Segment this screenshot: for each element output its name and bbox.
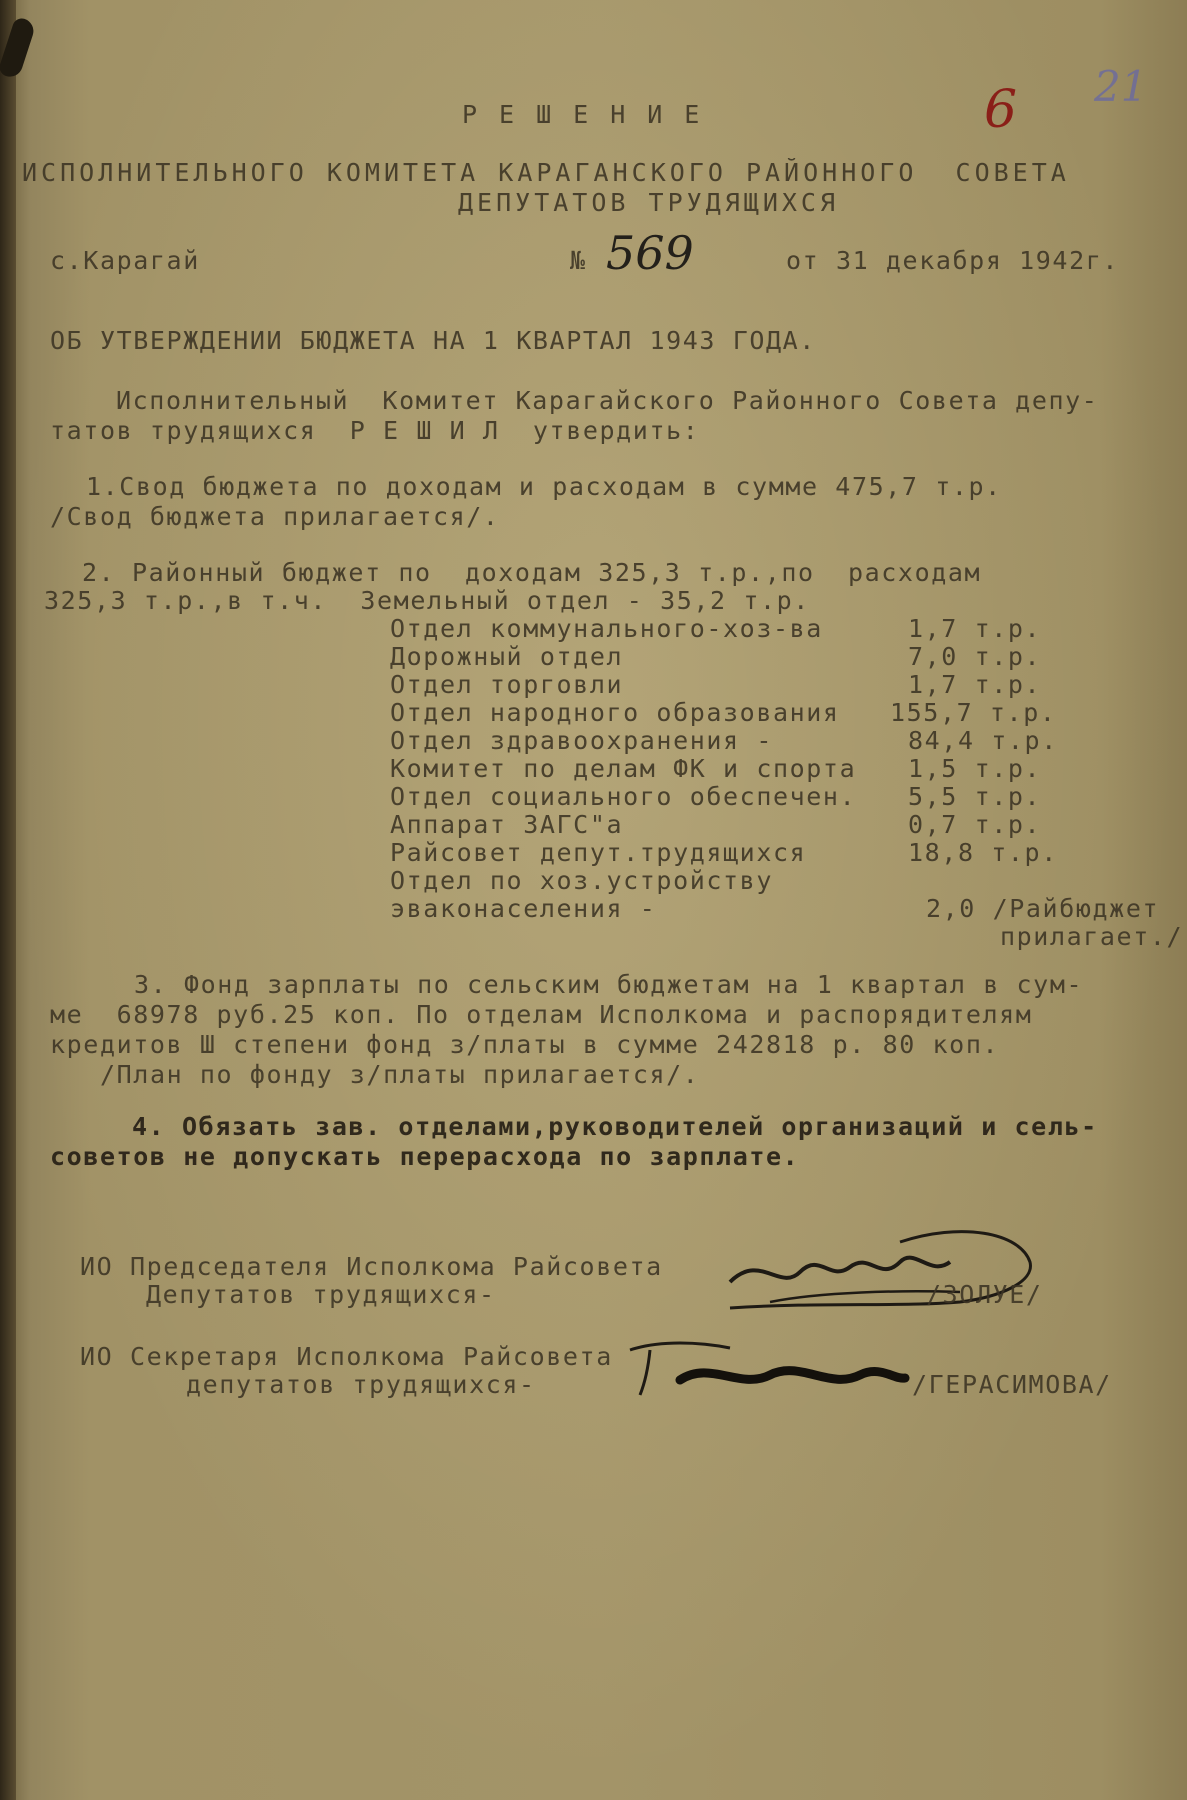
chairman-title-2: Депутатов трудящихся-	[146, 1280, 496, 1309]
department-name: Отдел здравоохранения -	[390, 726, 773, 755]
decision-date: от 31 декабря 1942г.	[786, 246, 1120, 275]
department-amount: 155,7 т.р.	[890, 698, 1057, 727]
chairman-title-1: ИО Председателя Исполкома Райсовета	[80, 1252, 663, 1281]
number-sign: №	[570, 246, 587, 275]
item-3-line-2: ме 68978 руб.25 коп. По отделам Исполкома и распорядителям	[50, 1000, 1033, 1029]
department-amount: 2,0 /Райбюджет	[926, 894, 1160, 923]
item-4-line-2: советов не допускать перерасхода по зарплате.	[50, 1142, 800, 1171]
issuer-line-1: ИСПОЛНИТЕЛЬНОГО КОМИТЕТА КАРАГАНСКОГО РАЙОННОГО СОВЕТА	[22, 158, 1070, 187]
item-2-line-1: 2. Районный бюджет по доходам 325,3 т.р.,по расходам	[82, 558, 982, 587]
department-amount: 0,7 т.р.	[908, 810, 1042, 839]
item-3-line-1: 3. Фонд зарплаты по сельским бюджетам на 1 квартал в сум-	[134, 970, 1084, 999]
secretary-name: /ГЕРАСИМОВА/	[912, 1370, 1112, 1399]
department-amount: 1,7 т.р.	[908, 670, 1042, 699]
page-number-ink: 6	[984, 80, 1018, 140]
department-name: Отдел торговли	[390, 670, 624, 699]
subject: ОБ УТВЕРЖДЕНИИ БЮДЖЕТА НА 1 КВАРТАЛ 1943 ГОДА.	[50, 326, 816, 355]
item-1-line-1: 1.Свод бюджета по доходам и расходам в сумме 475,7 т.р.	[86, 472, 1002, 501]
secretary-signature	[620, 1330, 920, 1410]
item-2-line-2: 325,3 т.р.,в т.ч. Земельный отдел - 35,2 т.р.	[44, 586, 810, 615]
department-amount: 1,7 т.р.	[908, 614, 1042, 643]
department-amount: 18,8 т.р.	[908, 838, 1058, 867]
issuer-line-2: ДЕПУТАТОВ ТРУДЯЩИХСЯ	[458, 188, 840, 217]
department-note: прилагает./	[1000, 922, 1184, 951]
binding-edge	[0, 0, 16, 1800]
department-name: Отдел народного образования	[390, 698, 840, 727]
department-name: Аппарат ЗАГС"а	[390, 810, 624, 839]
item-3-line-4: /План по фонду з/платы прилагается/.	[100, 1060, 700, 1089]
document-title: РЕШЕНИЕ	[462, 100, 722, 129]
department-name: Отдел социального обеспечен.	[390, 782, 857, 811]
secretary-title-1: ИО Секретаря Исполкома Райсовета	[80, 1342, 613, 1371]
decision-number: 569	[606, 226, 694, 280]
department-amount: 5,5 т.р.	[908, 782, 1042, 811]
item-4-line-1: 4. Обязать зав. отделами,руководителей организаций и сель-	[132, 1112, 1098, 1141]
page-number-pencil: 21	[1094, 62, 1148, 111]
department-name: Отдел коммунального-хоз-ва	[390, 614, 823, 643]
department-name: Отдел по хоз.устройству	[390, 866, 773, 895]
department-name: Комитет по делам ФК и спорта	[390, 754, 857, 783]
secretary-title-2: депутатов трудящихся-	[186, 1370, 536, 1399]
department-name: Дорожный отдел	[390, 642, 624, 671]
item-3-line-3: кредитов Ш степени фонд з/платы в сумме 242818 р. 80 коп.	[50, 1030, 1000, 1059]
chairman-name: /ЗОЛУЕ/	[926, 1280, 1043, 1309]
preamble-line-2: татов трудящихся Р Е Ш И Л утвердить:	[50, 416, 700, 445]
place: с.Карагай	[50, 246, 200, 275]
department-amount: 7,0 т.р.	[908, 642, 1042, 671]
department-amount: 1,5 т.р.	[908, 754, 1042, 783]
department-name: Райсовет депут.трудящихся	[390, 838, 807, 867]
department-amount: 84,4 т.р.	[908, 726, 1058, 755]
department-name-cont: эваконаселения -	[390, 894, 657, 923]
item-1-line-2: /Свод бюджета прилагается/.	[50, 502, 500, 531]
chairman-signature	[700, 1222, 1060, 1332]
preamble-line-1: Исполнительный Комитет Карагайского Районного Совета депу-	[116, 386, 1099, 415]
